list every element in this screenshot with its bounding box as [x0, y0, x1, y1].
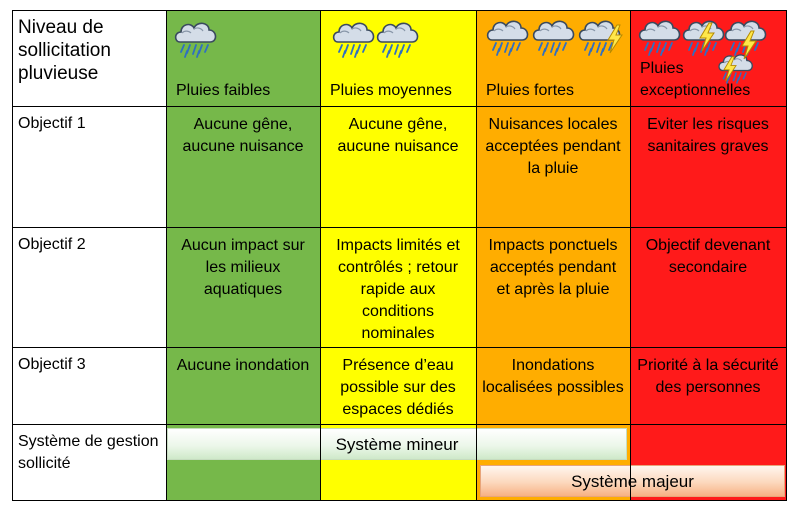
rain-cloud-icon — [330, 18, 378, 60]
rain-cloud-icon — [374, 18, 422, 60]
rain-cloud-icon — [636, 16, 684, 58]
cell-objectif-1-faibles: Aucune gêne, aucune nuisance — [166, 106, 320, 227]
cell-objectif-3-moyennes: Présence d’eau possible sur des espaces dédiés — [320, 347, 476, 424]
row-label-objectif-3: Objectif 3 — [12, 347, 166, 424]
rain-cloud-icon — [172, 18, 220, 60]
level-exceptionnelles — [630, 10, 786, 106]
systeme-mineur-bar: Système mineur — [167, 428, 627, 460]
lightning-icon — [604, 24, 626, 54]
level-fortes-label: Pluies fortes — [486, 82, 575, 99]
header-title: Niveau de sollicitation pluvieuse — [12, 10, 166, 106]
cell-objectif-3-faibles: Aucune inondation — [166, 347, 320, 424]
cell-objectif-2-fortes: Impacts ponctuels acceptés pendant et après la pluie — [476, 227, 630, 347]
cell-objectif-1-moyennes: Aucune gêne, aucune nuisance — [320, 106, 476, 227]
lightning-icon — [738, 30, 760, 60]
level-moyennes-label: Pluies moyennes — [330, 82, 452, 99]
level-faibles — [166, 10, 320, 106]
level-fortes — [476, 10, 630, 106]
level-faibles-label: Pluies faibles — [176, 82, 271, 99]
level-moyennes — [320, 10, 476, 106]
cell-objectif-2-exceptionnelles: Objectif devenant secondaire — [630, 227, 786, 347]
level-exceptionnelles-label: Pluies exceptionnelles — [640, 60, 751, 99]
cell-objectif-2-moyennes: Impacts limités et contrôlés ; retour rapide aux conditions nominales — [320, 227, 476, 347]
cell-objectif-2-faibles: Aucun impact sur les milieux aquatiques — [166, 227, 320, 347]
cell-objectif-1-fortes: Nuisances locales acceptées pendant la pluie — [476, 106, 630, 227]
row-label-objectif-1: Objectif 1 — [12, 106, 166, 227]
cell-objectif-3-exceptionnelles: Priorité à la sécurité des personnes — [630, 347, 786, 424]
cell-objectif-3-fortes: Inondations localisées possibles — [476, 347, 630, 424]
row-label-systeme: Système de gestion sollicité — [12, 424, 166, 500]
cell-objectif-1-exceptionnelles: Eviter les risques sanitaires graves — [630, 106, 786, 227]
row-label-objectif-2: Objectif 2 — [12, 227, 166, 347]
rain-cloud-icon — [530, 16, 578, 58]
systeme-majeur-bar: Système majeur — [480, 465, 785, 497]
lightning-icon — [696, 22, 718, 52]
rain-cloud-icon — [484, 16, 532, 58]
